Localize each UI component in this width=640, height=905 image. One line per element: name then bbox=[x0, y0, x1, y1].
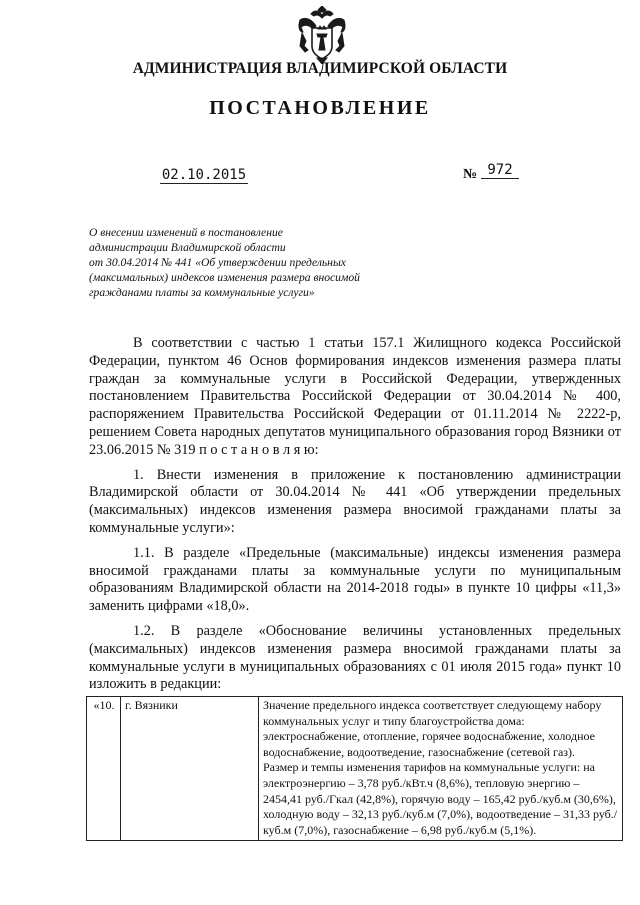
document-type-title: ПОСТАНОВЛЕНИЕ bbox=[209, 97, 431, 119]
document-date: 02.10.2015 bbox=[161, 167, 247, 183]
subject-line: О внесении изменений в постановление bbox=[89, 226, 283, 239]
justification-cell bbox=[259, 697, 623, 841]
item-1-2-paragraph: 1.2. В разделе «Обоснование величины установленных предельных (максимальных) индексов изменения размера вносимой гражданами платы за коммунальные услуги в муниципальных образованиях с 01 июля 2015 года» пункт 10 изложить в редакции: bbox=[89, 622, 621, 693]
subject-line: от 30.04.2014 № 441 «Об утверждении предельных bbox=[89, 256, 346, 269]
subject-line: администрации Владимирской области bbox=[89, 241, 286, 254]
number-label: № bbox=[463, 167, 478, 182]
document-body bbox=[89, 335, 621, 701]
municipality-cell: г. Вязники bbox=[121, 697, 259, 841]
document-subject bbox=[89, 225, 389, 300]
item-1-1-paragraph: 1.1. В разделе «Предельные (максимальные) индексы изменения размера вносимой гражданами платы за коммунальные услуги по муниципальным образованиям Владимирской области на 2014-2018 годы» в пункте 10 цифры «11,3» заменить цифрами «18,0». bbox=[89, 544, 621, 615]
preamble-paragraph: В соответствии с частью 1 статьи 157.1 Жилищного кодекса Российской Федерации, пунктом 46 Основ формирования индексов изменения размера платы граждан за коммунальные услуги в Российской Федерации, утвержденных постановлением Правительства Российской Федерации от 30.04.2014 № 400, распоряжением Правительства Российской Федерации от 01.11.2014 № 2222-р, решением Совета народных депутатов муниципального образования город Вязники от 23.06.2015 № 319 п о с т а н о в л я ю: bbox=[89, 335, 621, 458]
subject-line: гражданами платы за коммунальные услуги» bbox=[89, 286, 315, 299]
item-number-cell: «10. bbox=[87, 697, 121, 841]
coat-of-arms-icon bbox=[297, 6, 347, 64]
table-row bbox=[87, 697, 623, 841]
subject-line: (максимальных) индексов изменения размера вносимой bbox=[89, 271, 360, 284]
tariffs-description: Размер и темпы изменения тарифов на коммунальные услуги: на электроэнергию – 3,78 руб./кВт.ч (8,6%), тепловую энергию – 2454,41 руб./Гкал (42,8%), горячую воду – 165,42 руб./куб.м (30,6%), холодную воду – 32,13 руб./куб.м (7,0%), водоотведение – 31,33 руб./куб.м (7,0%), газоснабжение – 6,98 руб./куб.м (5,1%). bbox=[263, 760, 618, 837]
document-number: 972 bbox=[481, 162, 519, 179]
amendment-table bbox=[86, 696, 623, 841]
item-1-paragraph: 1. Внести изменения в приложение к постановлению администрации Владимирской области от 30.04.2014 № 441 «Об утверждении предельных (максимальных) индексов изменения размера вносимой гражданами платы за коммунальные услуги»: bbox=[89, 466, 621, 536]
services-description: Значение предельного индекса соответствует следующему набору коммунальных услуг и типу благоустройства дома: электроснабжение, отопление, горячее водоснабжение, холодное водоснабжение, водоотведение, газоснабжение (сетевой газ). bbox=[263, 698, 602, 759]
organization-name: АДМИНИСТРАЦИЯ ВЛАДИМИРСКОЙ ОБЛАСТИ bbox=[132, 60, 508, 77]
